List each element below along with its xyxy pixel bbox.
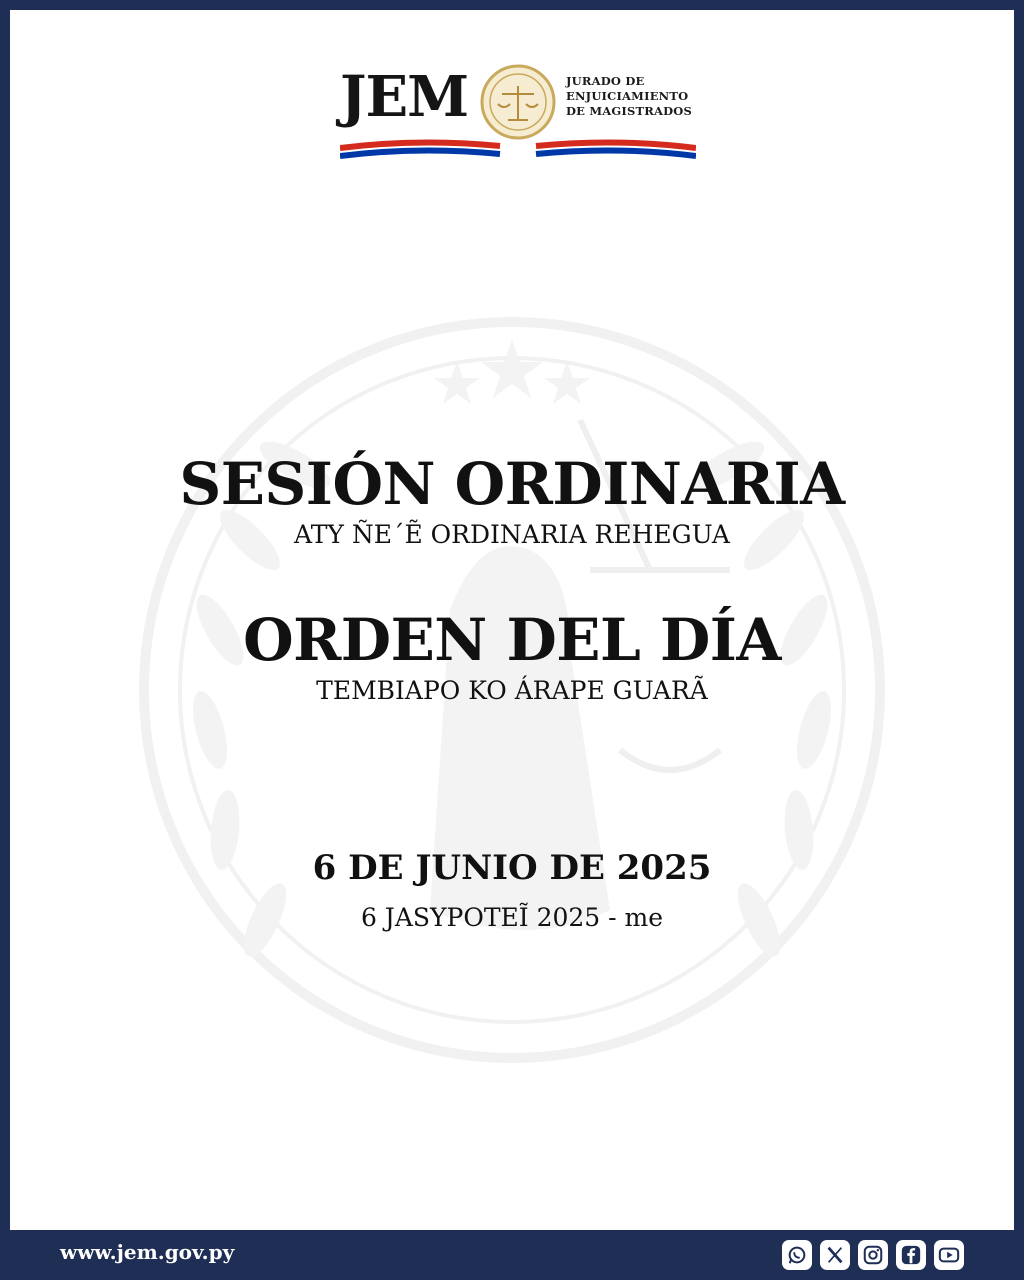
institution-line: ENJUICIAMIENTO [566,89,689,103]
instagram-icon[interactable] [858,1240,888,1270]
youtube-icon[interactable] [934,1240,964,1270]
seal-icon [480,64,556,140]
x-icon[interactable] [820,1240,850,1270]
session-date: 6 DE JUNIO DE 2025 [312,848,712,888]
logo-wordmark: JEM [340,64,469,130]
session-title: SESIÓN ORDINARIA [179,450,845,518]
website-link[interactable]: www.jem.gov.py [60,1240,235,1264]
session-date-guarani: 6 JASYPOTEĨ 2025 - me [360,903,664,932]
page-frame [10,10,1014,1230]
session-title-guarani: ATY ÑE´Ẽ ORDINARIA REHEGUA [294,520,730,549]
whatsapp-icon[interactable] [782,1240,812,1270]
institution-line: JURADO DE [566,74,645,88]
social-links [782,1240,964,1270]
facebook-icon[interactable] [896,1240,926,1270]
agenda-title: ORDEN DEL DÍA [243,606,781,674]
institution-name [566,74,692,119]
paraguay-flag-stripes [340,134,696,170]
agenda-title-guarani: TEMBIAPO KO ÁRAPE GUARÃ [316,676,708,705]
jem-logo [340,62,710,172]
institution-line: DE MAGISTRADOS [566,104,693,118]
footer-bar [0,1230,1024,1280]
